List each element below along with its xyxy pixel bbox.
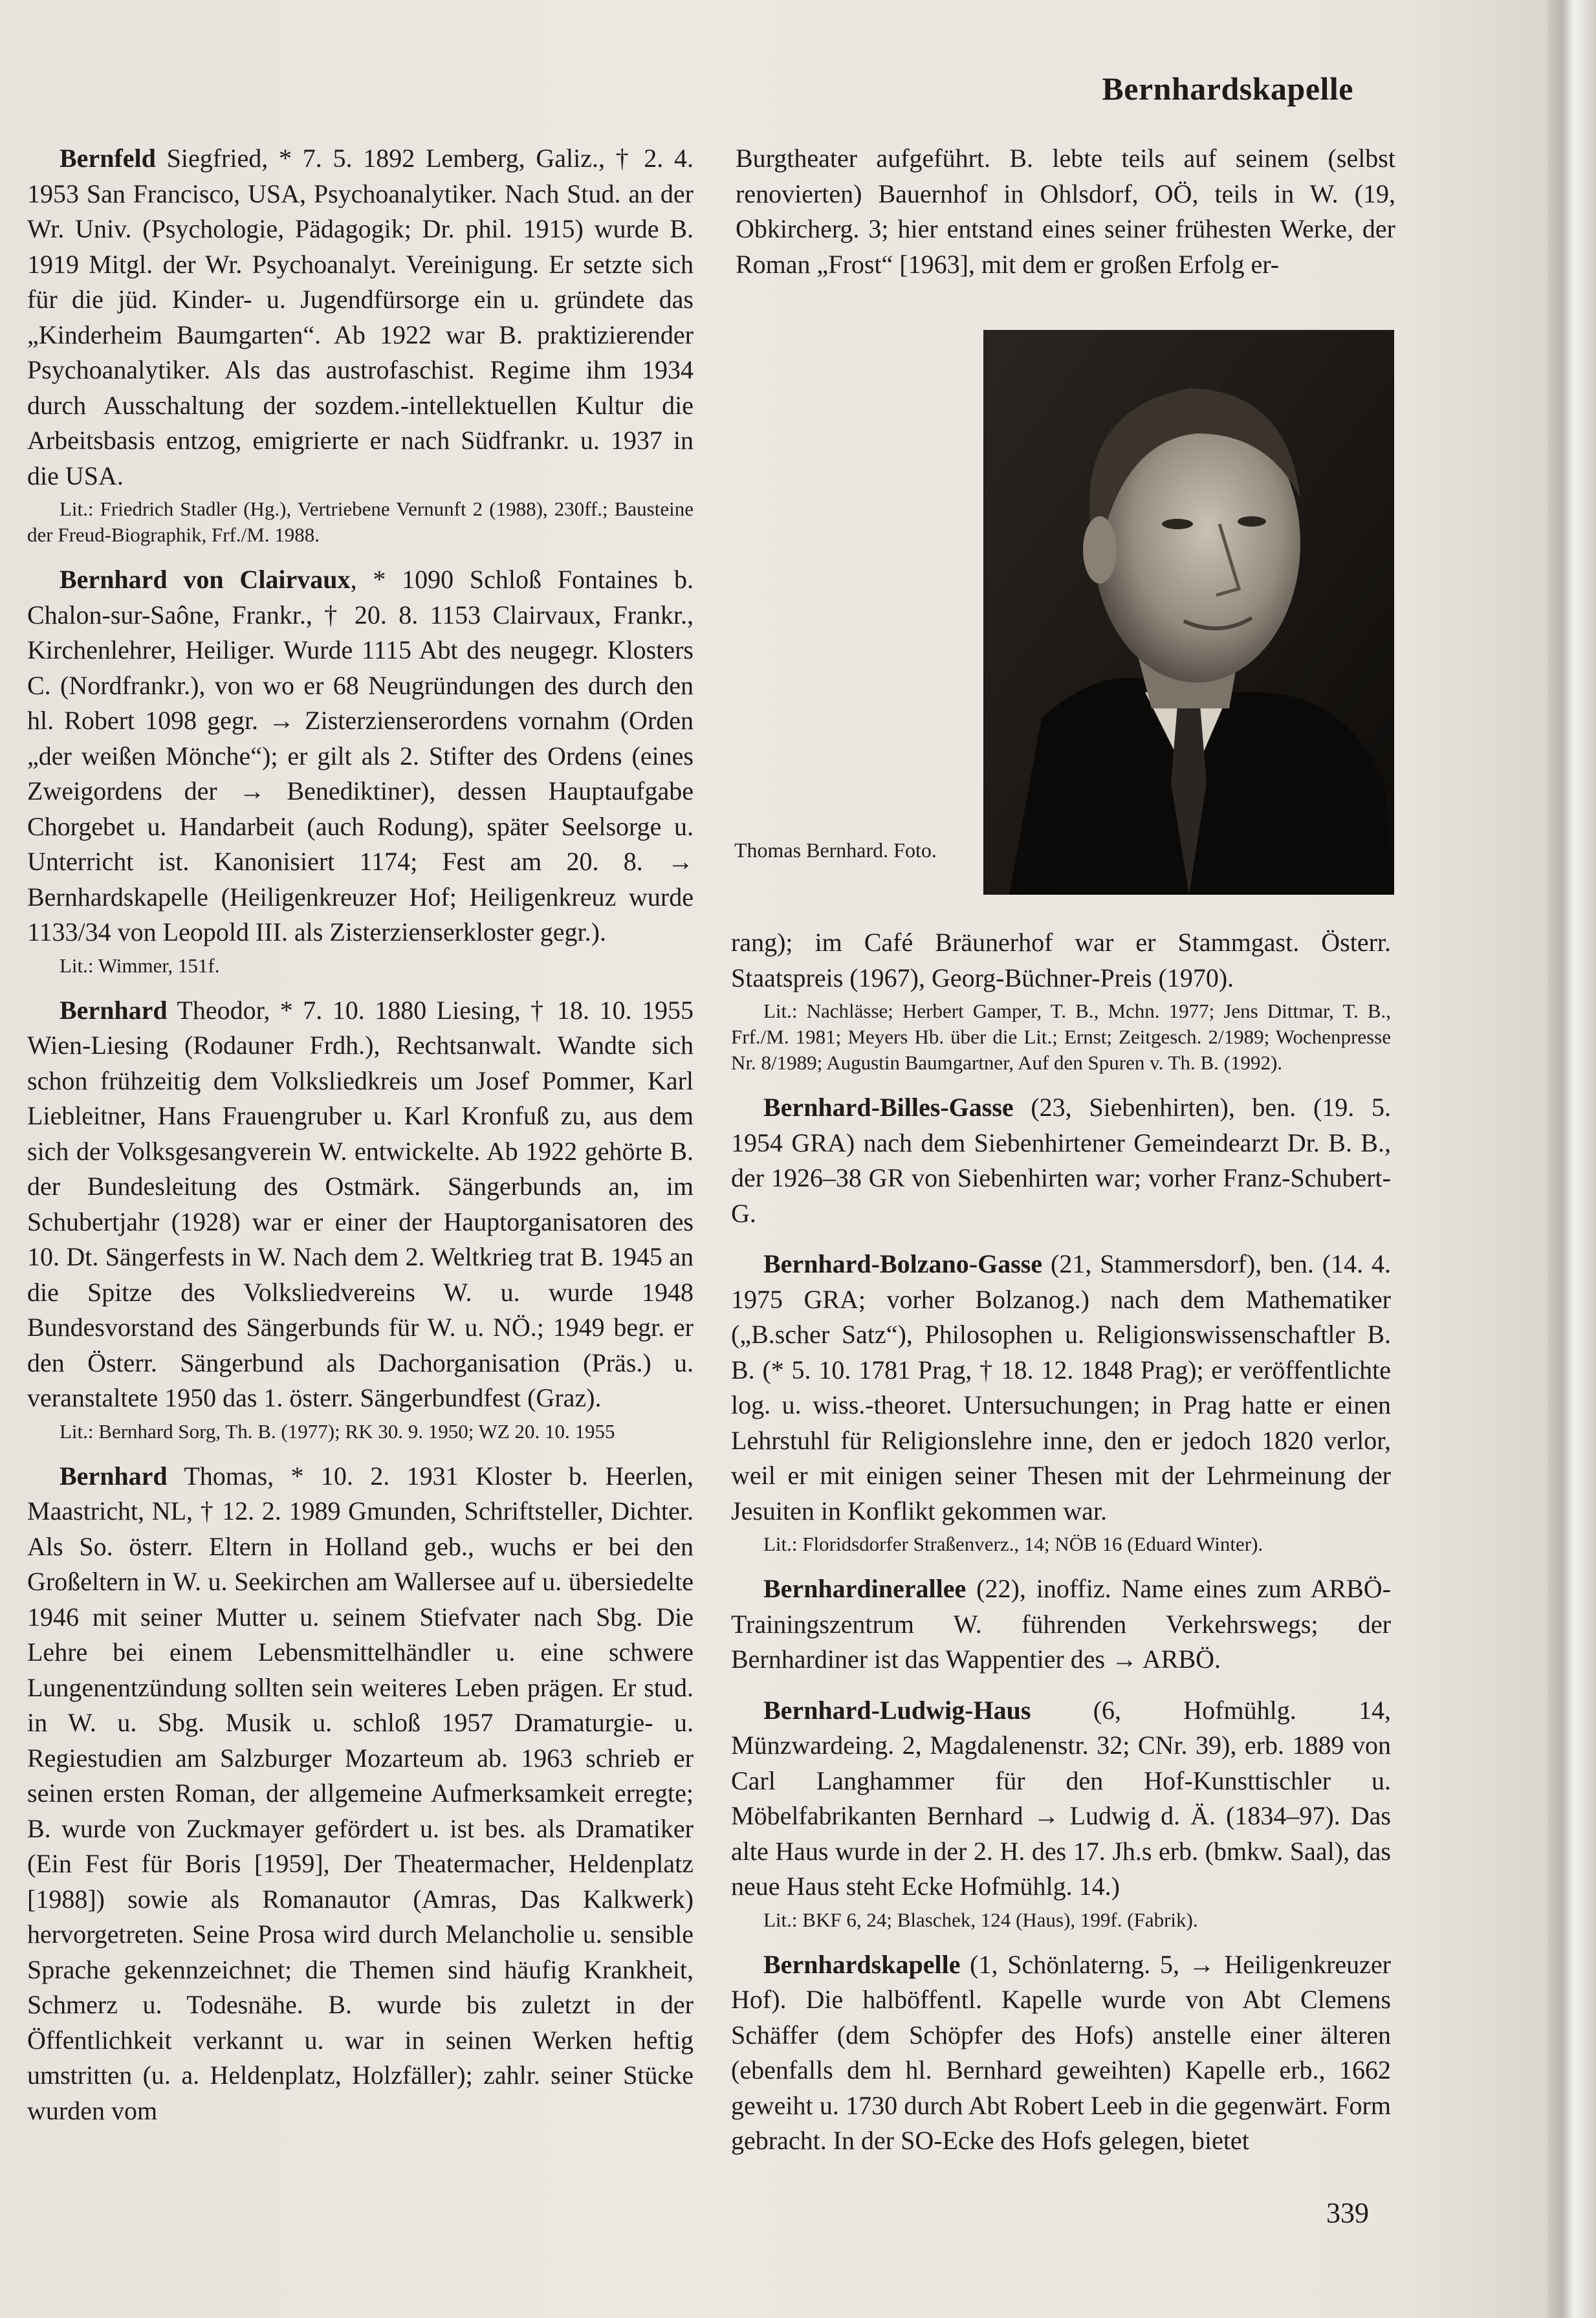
entry-literature: Lit.: Wimmer, 151f.: [60, 954, 220, 977]
right-column: [731, 925, 1391, 2159]
entry-bernhard-theodor: [27, 993, 694, 1445]
running-head: Bernhardskapelle: [1102, 71, 1353, 107]
entry-bernhard-thomas: [27, 1459, 694, 2129]
entry-body: Siegfried, * 7. 5. 1892 Lemberg, Galiz., † 2. 4. 1953 San Francisco, USA, Psychoanalytiker. Nach Stud. an der Wr. Univ. (Psychologie, Pädagogik; Dr. phil. 1915) wurde B. 1919 Mitgl. der Wr. Psychoanalyt. Vereinigung. Er setzte sich für die jüd. Kinder- u. Jugendfürsorge ein u. gründete das „Kinderheim Baumgarten“. Ab 1922 war B. praktizierender Psychoanalytiker. Als das austrofaschist. Regime ihm 1934 durch Ausschaltung der sozdem.-intellektuellen Kultur die Arbeitsbasis entzog, emigrierte er nach Südfrankr. u. 1937 in die USA.: [27, 144, 694, 490]
entry-text: [27, 1459, 694, 2129]
entry-lemma: Bernhardinerallee: [763, 1574, 967, 1603]
entry-text: [731, 1247, 1391, 1529]
entry-literature: Lit.: Bernhard Sorg, Th. B. (1977); RK 30. 9. 1950; WZ 20. 10. 1955: [60, 1419, 615, 1443]
page-number: 339: [1326, 2197, 1369, 2229]
entry-body: (6, Hofmühlg. 14, Münzwardeing. 2, Magdalenenstr. 32; CNr. 39), erb. 1889 von Carl Langhammer für den Hof-Kunsttischler u. Möbelfabrikanten Bernhard → Ludwig d. Ä. (1834–97). Das alte Haus wurde in der 2. H. des 17. Jh.s erb. (bmkw. Saal), das neue Haus steht Ecke Hofmühlg. 14.): [731, 1695, 1391, 1901]
portrait-image: [983, 330, 1394, 895]
entry-text: [27, 562, 694, 950]
entry-bernhard-bolzano-gasse: [731, 1247, 1391, 1557]
entry-text: [27, 141, 694, 494]
entry-body: (23, Siebenhirten), ben. (19. 5. 1954 GRA) nach dem Siebenhirtener Gemeindearzt Dr. B. B., der 1926–38 GR von Siebenhirten war; vorher Franz-Schubert-G.: [731, 1093, 1391, 1228]
entry-lemma: Bernhard: [60, 995, 168, 1025]
entry-body: , * 1090 Schloß Fontaines b. Chalon-sur-Saône, Frankr., † 20. 8. 1153 Clairvaux, Frankr., Kirchenlehrer, Heiliger. Wurde 1115 Abt des neugegr. Klosters C. (Nordfrankr.), von wo er 68 Neugründungen des durch den hl. Robert 1098 gegr. → Zisterzienserordens vornahm (Orden „der weißen Mönche“); er gilt als 2. Stifter des Ordens (eines Zweigordens der → Benediktiner), dessen Hauptaufgabe Chorgebet u. Handarbeit (auch Rodung), später Seelsorge u. Unterricht ist. Kanonisiert 1174; Fest am 20. 8. → Bernhardskapelle (Heiligenkreuzer Hof; Heiligenkreuz wurde 1133/34 von Leopold III. als Zisterzienserkloster gegr.).: [27, 565, 694, 946]
entry-text: [731, 1571, 1391, 1678]
entry-text: [731, 1947, 1391, 2159]
entry-bernhardinerallee: [731, 1571, 1391, 1693]
entry-body: rang); im Café Bräunerhof war er Stammgast. Österr. Staatspreis (1967), Georg-Büchner-Preis (1970).: [731, 928, 1391, 992]
entry-lemma: Bernhard-Ludwig-Haus: [763, 1695, 1031, 1725]
entry-literature: Lit.: BKF 6, 24; Blaschek, 124 (Haus), 199f. (Fabrik).: [763, 1908, 1198, 1931]
entry-lemma: Bernhard: [60, 1461, 168, 1491]
entry-bernhard-ludwig-haus: [731, 1693, 1391, 1933]
portrait-photo: [983, 330, 1394, 895]
entry-lemma: Bernhard von Clairvaux: [60, 565, 351, 594]
book-gutter: [1547, 0, 1596, 2318]
entry-text: [731, 1090, 1391, 1231]
entry-literature: Lit.: Floridsdorfer Straßenverz., 14; NÖB 16 (Eduard Winter).: [763, 1533, 1263, 1555]
entry-bernfeld: [27, 141, 694, 548]
entry-bernhard-billes-gasse: [731, 1090, 1391, 1247]
photo-caption: Thomas Bernhard. Foto.: [734, 838, 937, 862]
entry-body: (21, Stammersdorf), ben. (14. 4. 1975 GRA; vorher Bolzanog.) nach dem Mathematiker („B.scher Satz“), Philosophen u. Religionswissenschaftler B. B. (* 5. 10. 1781 Prag, † 18. 12. 1848 Prag); er veröffentlichte log. u. wiss.-theoret. Untersuchungen; in Prag hatte er einen Lehrstuhl für Religionslehre inne, den er jedoch 1820 verlor, weil er mit einigen seiner Thesen mit der Lehrmeinung der Jesuiten in Konflikt gekommen war.: [731, 1249, 1391, 1525]
entry-text: [27, 993, 694, 1416]
entry-lemma: Bernhard-Bolzano-Gasse: [763, 1249, 1043, 1278]
entry-body: (1, Schönlaterng. 5, → Heiligenkreuzer Hof). Die halböffentl. Kapelle wurde von Abt Clemens Schäffer (dem Schöpfer des Hofs) anstelle einer älteren (ebenfalls dem hl. Bernhard geweihten) Kapelle erb., 1662 geweiht u. 1730 durch Abt Robert Leeb in die gegenwärt. Form gebracht. In der SO-Ecke des Hofs gelegen, bietet: [731, 1949, 1391, 2155]
entry-bernhard-von-clairvaux: [27, 562, 694, 979]
entry-bernhardskapelle: [731, 1947, 1391, 2159]
entry-body: Thomas, * 10. 2. 1931 Kloster b. Heerlen, Maastricht, NL, † 12. 2. 1989 Gmunden, Schriftsteller, Dichter. Als So. österr. Eltern in Holland geb., wuchs er bei den Großeltern in W. u. Seekirchen am Wallersee auf u. übersiedelte 1946 mit seiner Mutter u. seinem Stiefvater nach Sbg. Die Lehre bei einem Lebensmittelhändler u. eine schwere Lungenentzündung sollten sein weiteres Leben prägen. Er stud. in W. u. Sbg. Musik u. schloß 1957 Dramaturgie- u. Regiestudien am Salzburger Mozarteum ab. 1963 schrieb er seinen ersten Roman, der allgemeine Aufmerksamkeit erregte; B. wurde von Zuckmayer gefördert u. ist bes. als Dramatiker (Ein Fest für Boris [1959], Der Theatermacher, Heldenplatz [1988]) sowie als Romanautor (Amras, Das Kalkwerk) hervorgetreten. Seine Prosa wird durch Melancholie u. sensible Sprache gekennzeichnet; die Themen sind häufig Krankheit, Schmerz u. Todesnähe. B. wurde bis zuletzt in der Öffentlichkeit verkannt u. war in seinen Werken heftig umstritten (u. a. Heldenplatz, Holzfäller); zahlr. seiner Stücke wurden vom: [27, 1461, 694, 2125]
entry-literature: Lit.: Friedrich Stadler (Hg.), Vertriebene Vernunft 2 (1988), 230ff.; Bausteine der Freud-Biographik, Frf./M. 1988.: [27, 497, 694, 546]
left-column: [27, 141, 694, 2128]
entry-bernhard-thomas-continued: [736, 141, 1395, 282]
entry-bernhard-thomas-end: [731, 925, 1391, 1076]
entry-literature: Lit.: Nachlässe; Herbert Gamper, T. B., Mchn. 1977; Jens Dittmar, T. B., Frf./M. 1981; Meyers Hb. über die Lit.; Ernst; Zeitgesch. 2/1989; Wochenpresse Nr. 8/1989; Augustin Baumgartner, Auf den Spuren v. Th. B. (1992).: [731, 1000, 1391, 1074]
entry-body: Theodor, * 7. 10. 1880 Liesing, † 18. 10. 1955 Wien-Liesing (Rodauner Frdh.), Rechtsanwalt. Wandte sich schon frühzeitig dem Volksliedkreis um Josef Pommer, Karl Liebleitner, Hans Frauengruber u. Karl Kronfuß zu, aus dem sich der Volksgesangverein W. entwickelte. Ab 1922 gehörte B. der Bundesleitung des Ostmärk. Sängerbunds an, im Schubertjahr (1928) war er einer der Hauptorganisatoren des 10. Dt. Sängerfests in W. Nach dem 2. Weltkrieg trat B. 1945 an die Spitze des Volksliedvereins W. u. wurde 1948 Bundesvorstand des Sängerbunds für W. u. NÖ.; 1949 begr. er den Österr. Sängerbund als Dachorganisation (Präs.) u. veranstaltete 1950 das 1. österr. Sängerbundfest (Graz).: [27, 995, 694, 1412]
entry-body: (22), inoffiz. Name eines zum ARBÖ-Trainingszentrum W. führenden Verkehrswegs; der Bernhardiner ist das Wappentier des → ARBÖ.: [731, 1574, 1391, 1674]
entry-body: Burgtheater aufgeführt. B. lebte teils auf seinem (selbst renovierten) Bauernhof in Ohlsdorf, OÖ, teils in W. (19, Obkircherg. 3; hier entstand eines seiner frühesten Werke, der Roman „Frost“ [1963], mit dem er großen Erfolg er-: [736, 144, 1395, 279]
entry-lemma: Bernhard-Billes-Gasse: [763, 1093, 1014, 1122]
entry-text: [731, 1693, 1391, 1905]
entry-lemma: Bernhardskapelle: [763, 1949, 961, 1979]
right-column-top: [736, 141, 1395, 282]
entry-lemma: Bernfeld: [60, 144, 156, 173]
